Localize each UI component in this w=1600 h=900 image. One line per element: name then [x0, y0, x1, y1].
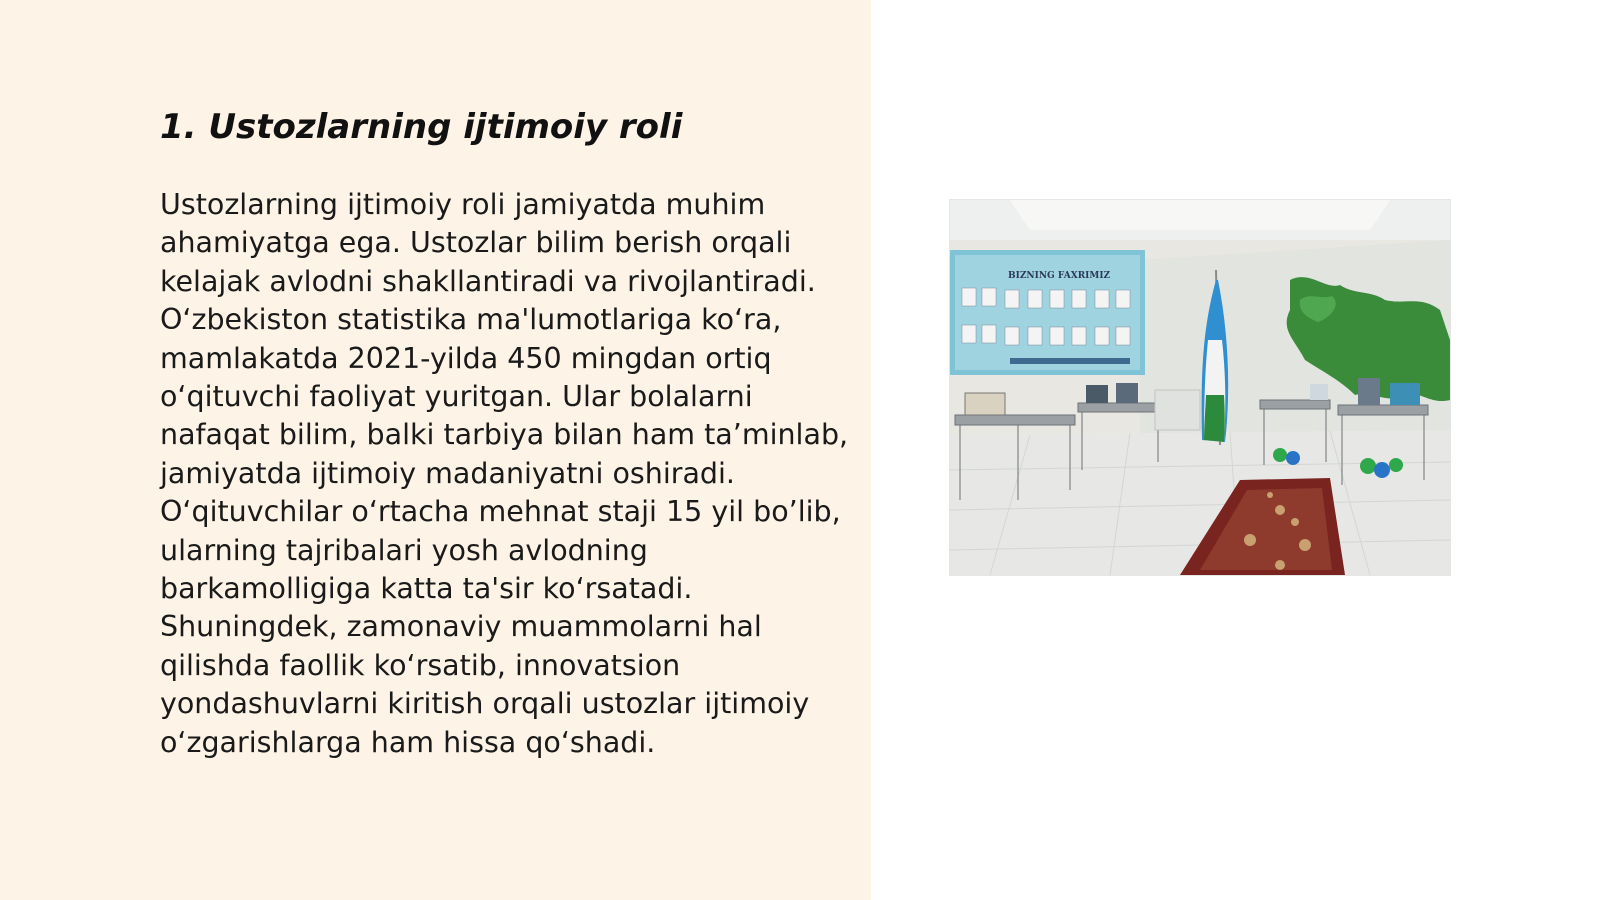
- slide-heading: 1. Ustozlarning ijtimoiy roli: [160, 107, 683, 147]
- honor-board: [950, 250, 1145, 375]
- board-caption: BIZNING FAXRIMIZ: [1008, 271, 1111, 281]
- slide-paragraph: Ustozlarning ijtimoiy roli jamiyatda muhim ahamiyatga ega. Ustozlar bilim berish orqali kelajak avlodni shakllantiradi va rivojlantiradi. O‘zbekiston statistika ma'lumotlariga ko‘ra, mamlakatda 2021-yilda 450 mingdan ortiq o‘qituvchi faoliyat yuritgan. Ular bolalarni nafaqat bilim, balki tarbiya bilan ham ta’minlab, jamiyatda ijtimoiy madaniyatni oshiradi. O‘qituvchilar o‘rtacha mehnat staji 15 yil bo’lib, ularning tajribalari yosh avlodning barkamolligiga katta ta'sir ko‘rsatadi. Shuningdek, zamonaviy muammolarni hal qilishda faollik ko‘rsatib, innovatsion yondashuvlarni kiritish orqali ustozlar ijtimoiy o‘zgarishlarga ham hissa qo‘shadi.: [160, 188, 849, 759]
- classroom-photo: [950, 200, 1450, 575]
